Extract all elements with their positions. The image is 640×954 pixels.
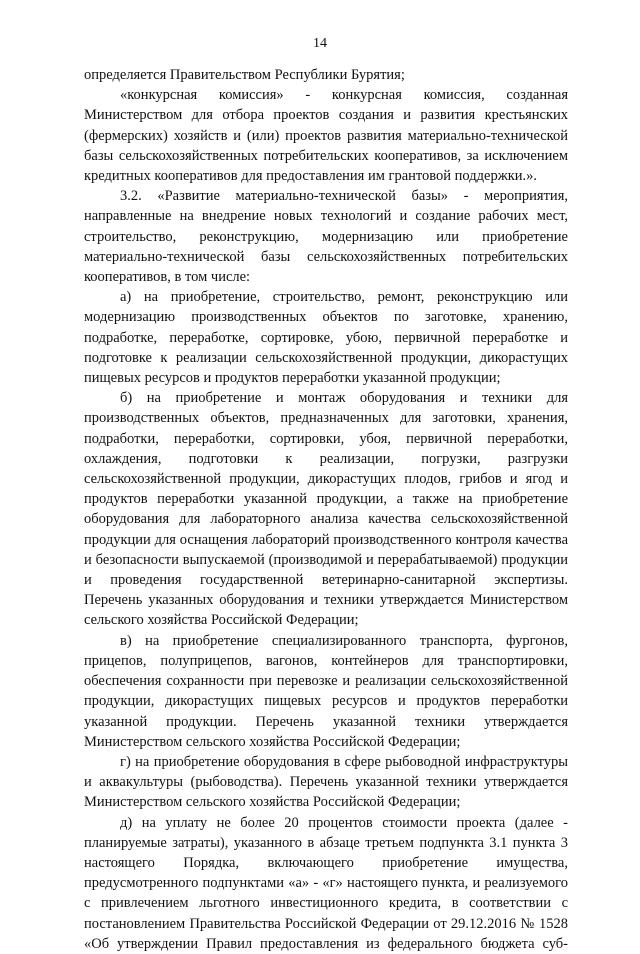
paragraph-item-b: б) на приобретение и монтаж оборудования и техники для производственных объектов, предназначенных для заготовки, хранения, подработки, переработки, сортировки, убоя, первичной переработки, охлаждения, подготовки к реализации, погрузки, разгрузки сельскохозяйственной продукции, дикорастущих плодов, грибов и ягод и продуктов переработки указанной продукции, а также на приобретение оборудования для лабораторного анализа качества сельскохозяйственной продукции для оснащения лабораторий производственного контроля качества и безопасности выпускаемой (производимой и перерабатываемой) продукции и проведения государственной ветеринарно-санитарной экспертизы. Перечень указанных оборудования и техники утверждается Министерством сельского хозяйства Российской Федерации;	[84, 390, 568, 629]
paragraph-continuation: определяется Правительством Республики Бурятия;	[84, 67, 405, 83]
document-body	[84, 65, 568, 954]
paragraph-competition-commission: «конкурсная комиссия» - конкурсная комиссия, созданная Министерством для отбора проектов создания и развития крестьянских (фермерских) хозяйств и (или) проектов развития материально-технической базы сельскохозяйственных потребительских кооперативов, за исключением кредитных кооперативов для предоставления им грантовой поддержки.».	[84, 87, 568, 185]
paragraph-item-v: в) на приобретение специализированного транспорта, фургонов, прицепов, полуприцепов, вагонов, контейнеров для транспортировки, обеспечения сохранности при перевозке и реализации сельскохозяйственной продукции, дикорастущих пищевых ресурсов и продуктов переработки указанной продукции. Перечень указанной техники утверждается Министерством сельского хозяйства Российской Федерации;	[84, 632, 568, 750]
paragraph-item-d: д) на уплату не более 20 процентов стоимости проекта (далее - планируемые затраты), указанного в абзаце третьем подпункта 3.1 пункта 3 настоящего Порядка, включающего приобретение имущества, предусмотренного подпунктами «а» - «г» настоящего пункта, и реализуемого с привлечением льготного инвестиционного кредита, в соответствии с постановлением Правительства Российской Федерации от 29.12.2016 № 1528 «Об утверждении Правил предоставления из федерального бюджета суб-	[84, 814, 568, 952]
paragraph-item-a: а) на приобретение, строительство, ремонт, реконструкцию или модернизацию производственных объектов по заготовке, хранению, подработке, переработке, сортировке, убою, первичной переработке и подготовке к реализации сельскохозяйственной продукции, дикорастущих пищевых ресурсов и продуктов переработки указанной продукции;	[84, 289, 568, 387]
paragraph-section-3-2: 3.2. «Развитие материально-технической базы» - мероприятия, направленные на внедрение новых технологий и создание рабочих мест, строительство, реконструкцию, модернизацию или приобретение материально-технической базы сельскохозяйственных потребительских кооперативов, в том числе:	[84, 188, 568, 286]
page-number: 14	[313, 36, 327, 51]
paragraph-item-g: г) на приобретение оборудования в сфере рыбоводной инфраструктуры и аквакультуры (рыбоводства). Перечень указанной техники утверждается Министерством сельского хозяйства Российской Федерации;	[84, 753, 568, 811]
